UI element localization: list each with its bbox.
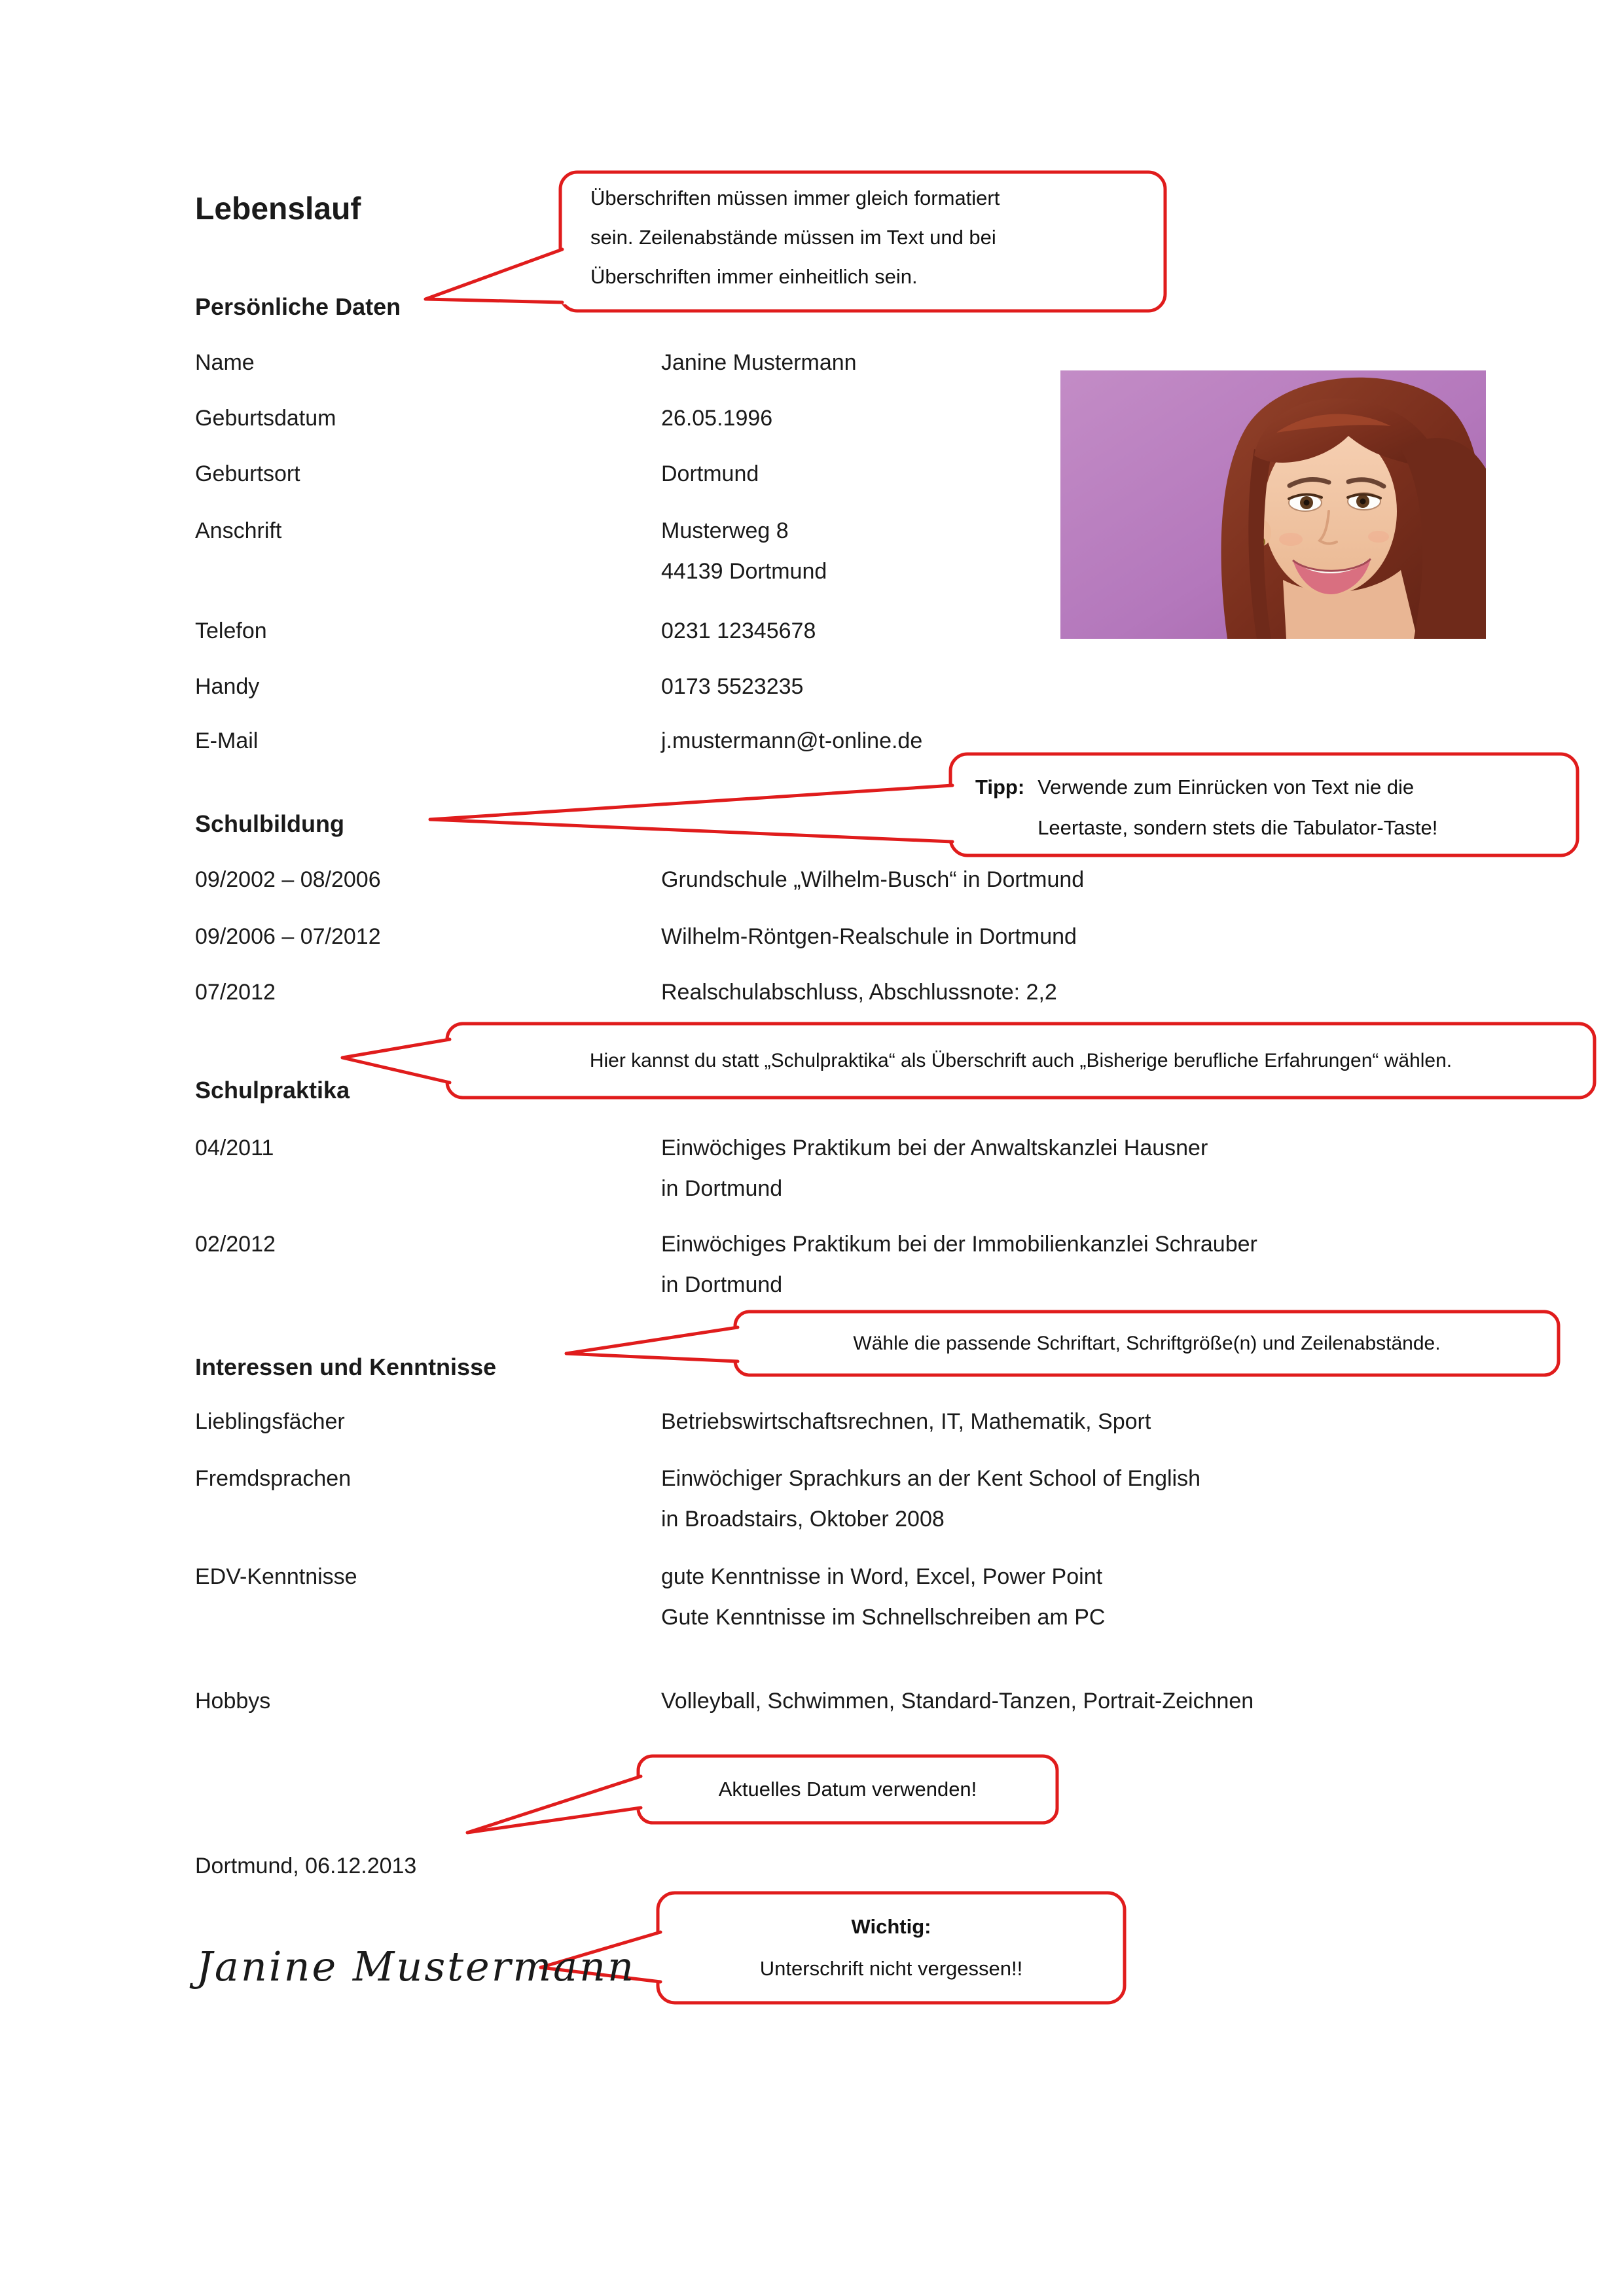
callout-text: Unterschrift nicht vergessen!!: [759, 1957, 1023, 1980]
portrait-photo: [1060, 370, 1486, 639]
section-heading-personal: Persönliche Daten: [195, 293, 401, 320]
row-label: 09/2006 – 07/2012: [195, 924, 381, 949]
row-value: j.mustermann@t-online.de: [661, 728, 923, 753]
callout-label: Wichtig:: [851, 1915, 931, 1938]
date-place-line: Dortmund, 06.12.2013: [195, 1854, 417, 1878]
row-value: Realschulabschluss, Abschlussnote: 2,2: [661, 980, 1057, 1005]
section-heading-interests: Interessen und Kenntnisse: [195, 1354, 497, 1380]
callout-line: Leertaste, sondern stets die Tabulator-Taste!: [1038, 816, 1438, 839]
row-value-line: in Broadstairs, Oktober 2008: [661, 1507, 945, 1532]
row-label: Anschrift: [195, 518, 282, 543]
callout-text: Hier kannst du statt „Schulpraktika“ als Überschrift auch „Bisherige berufliche Erfahrungen“ wählen.: [589, 1049, 1453, 1071]
row-value: [661, 1564, 1105, 1645]
callout-font-choice: [553, 1308, 1564, 1381]
row-value: [661, 1466, 1200, 1547]
tip-label: Tipp:: [975, 776, 1025, 798]
row-value: Betriebswirtschaftsrechnen, IT, Mathematik, Sport: [661, 1409, 1151, 1434]
row-label: Geburtsort: [195, 461, 300, 486]
row-value: 0173 5523235: [661, 674, 804, 699]
row-value: Wilhelm-Röntgen-Realschule in Dortmund: [661, 924, 1077, 949]
row-value-line: Einwöchiges Praktikum bei der Immobilienkanzlei Schrauber: [661, 1232, 1257, 1257]
row-label: Telefon: [195, 619, 267, 643]
handwritten-signature: Janine Mustermann: [196, 1943, 636, 1990]
row-label: EDV-Kenntnisse: [195, 1564, 357, 1589]
callout-line: Überschriften müssen immer gleich formatiert: [590, 187, 1000, 209]
row-value: 26.05.1996: [661, 406, 773, 431]
callout-praktika-alternative: [331, 1020, 1597, 1102]
row-value-line: Einwöchiges Praktikum bei der Anwaltskanzlei Hausner: [661, 1136, 1208, 1160]
row-label: 09/2002 – 08/2006: [195, 867, 381, 892]
row-value: 0231 12345678: [661, 619, 816, 643]
section-heading-internships: Schulpraktika: [195, 1077, 350, 1103]
row-value-line: Gute Kenntnisse im Schnellschreiben am PC: [661, 1605, 1106, 1630]
row-label: 02/2012: [195, 1232, 276, 1257]
row-value: [661, 1136, 1208, 1217]
row-value: Volleyball, Schwimmen, Standard-Tanzen, Portrait-Zeichnen: [661, 1689, 1254, 1713]
callout-heading-format: [419, 167, 1178, 317]
row-value: [661, 1232, 1257, 1313]
row-label: Handy: [195, 674, 260, 699]
row-value-line: gute Kenntnisse in Word, Excel, Power Point: [661, 1564, 1103, 1589]
row-label: E-Mail: [195, 728, 259, 753]
row-label: 04/2011: [195, 1136, 274, 1160]
row-value: Dortmund: [661, 461, 759, 486]
callout-line: sein. Zeilenabstände müssen im Text und bei: [590, 226, 996, 249]
row-label: Fremdsprachen: [195, 1466, 352, 1491]
callout-text: Wähle die passende Schriftart, Schriftgröße(n) und Zeilenabstände.: [853, 1332, 1441, 1354]
row-label: 07/2012: [195, 980, 276, 1005]
row-value: [661, 518, 827, 600]
section-heading-education: Schulbildung: [195, 810, 344, 837]
row-value-line: 44139 Dortmund: [661, 559, 827, 584]
row-label: Hobbys: [195, 1689, 271, 1713]
callout-line: Überschriften immer einheitlich sein.: [590, 265, 918, 288]
row-value-line: in Dortmund: [661, 1176, 783, 1201]
callout-text: Aktuelles Datum verwenden!: [718, 1778, 977, 1801]
page-title: Lebenslauf: [195, 192, 361, 226]
row-value: Janine Mustermann: [661, 350, 857, 375]
row-label: Lieblingsfächer: [195, 1409, 345, 1434]
callout-tab-tip: [419, 746, 1591, 861]
row-value-line: Einwöchiger Sprachkurs an der Kent School of English: [661, 1466, 1201, 1491]
row-label: Name: [195, 350, 255, 375]
callout-current-date: [458, 1751, 1064, 1837]
callout-line: Verwende zum Einrücken von Text nie die: [1038, 776, 1415, 798]
row-value-line: Musterweg 8: [661, 518, 789, 543]
row-value: Grundschule „Wilhelm-Busch“ in Dortmund: [661, 867, 1085, 892]
row-label: Geburtsdatum: [195, 406, 336, 431]
row-value-line: in Dortmund: [661, 1272, 783, 1297]
